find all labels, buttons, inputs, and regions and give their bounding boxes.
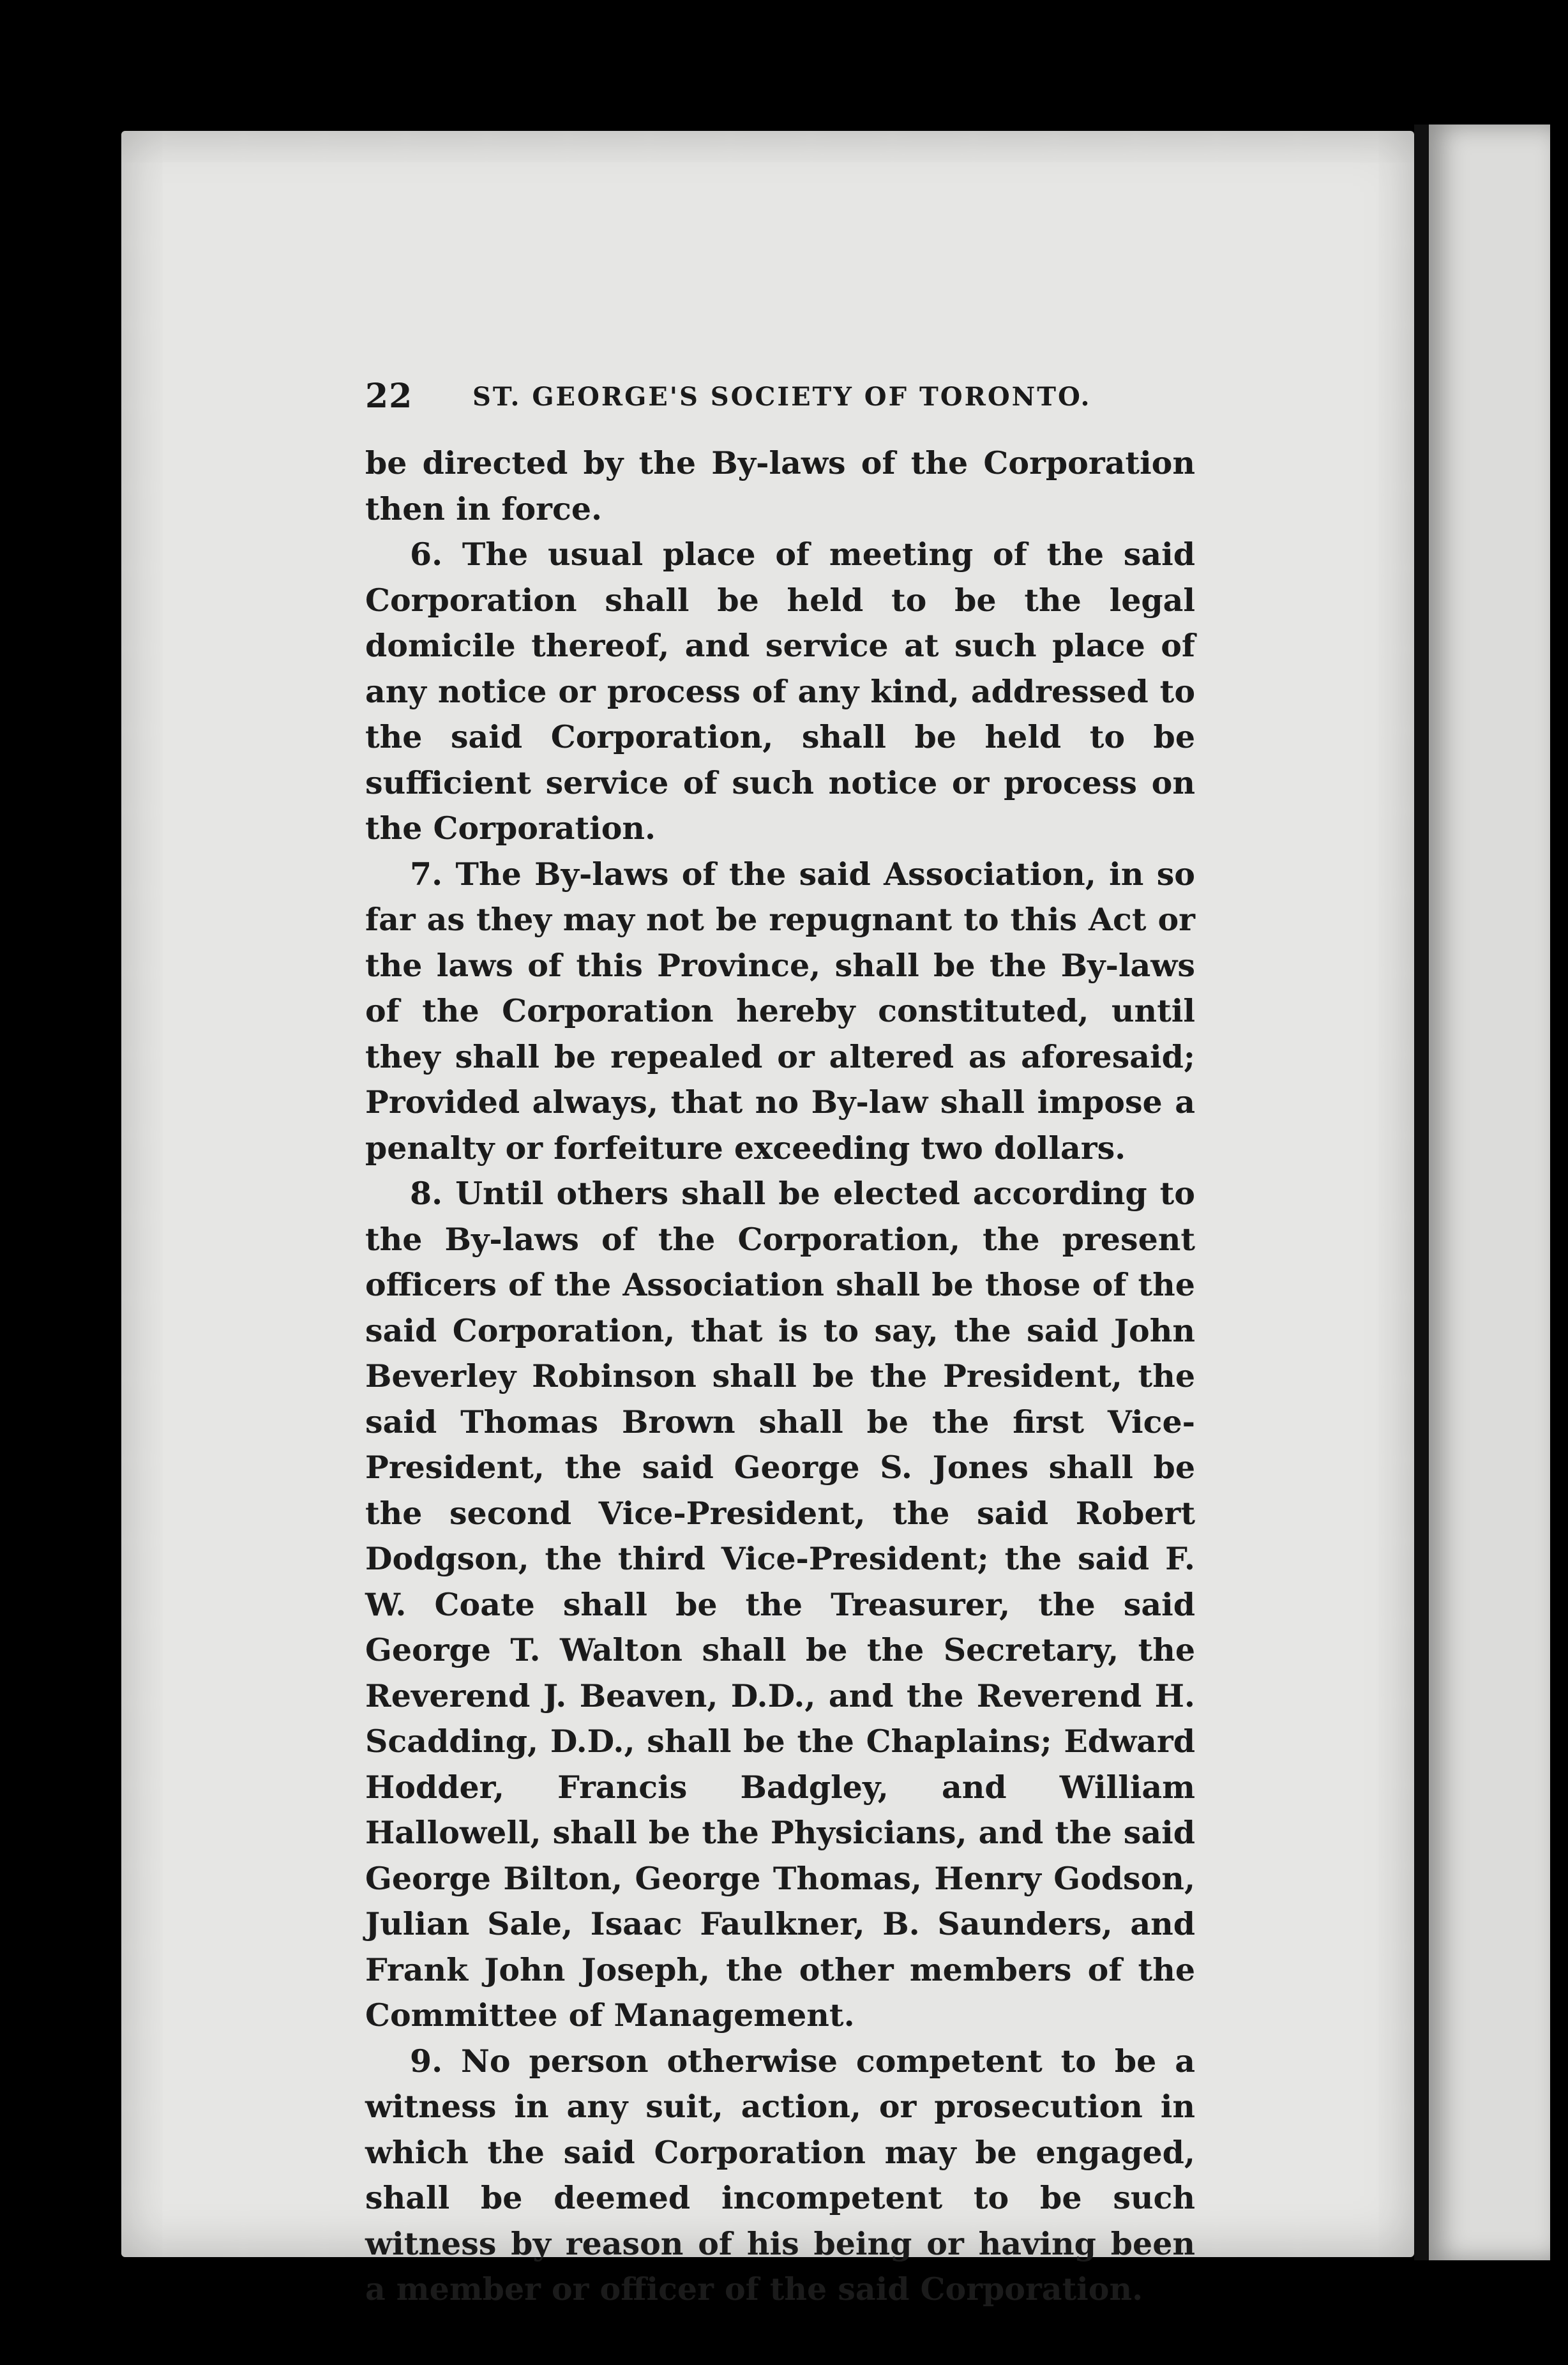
page-number: 22 — [365, 377, 413, 416]
facing-page-edge — [1429, 125, 1550, 2260]
running-head: ST. GEORGE'S SOCIETY OF TORONTO. — [472, 382, 1092, 412]
body-text — [365, 441, 1195, 2313]
paragraph-section-7: 7. The By-laws of the said Association, in so far as they may not be repugnant to this Act or the laws of this Province, shall be the By-laws of the Corporation hereby constituted, until they shall be repealed or altered as aforesaid; Provided always, that no By-law shall impose a penalty or forfeiture exceeding two dollars. — [365, 855, 1195, 1167]
paragraph-section-6: 6. The usual place of meeting of the said Corporation shall be held to be the legal domicile thereof, and service at such place of any notice or process of any kind, addressed to the said Corporation, shall be held to be sufficient service of such notice or process on the Corporation. — [365, 536, 1195, 847]
paragraph-section-9: 9. No person otherwise competent to be a witness in any suit, action, or prosecution in which the said Corporation may be engaged, shall be deemed incompetent to be such witness by reason of his being or having been a member or officer of the said Corporation. — [365, 2042, 1195, 2308]
paragraph-section-8: 8. Until others shall be elected according to the By-laws of the Corporation, the present officers of the Association shall be those of the said Corporation, that is to say, the said John Beverley Robinson shall be the President, the said Thomas Brown shall be the first Vice-President, the said George S. Jones shall be the second Vice-President, the said Robert Dodgson, the third Vice-President; the said F. W. Coate shall be the Treasurer, the said George T. Walton shall be the Secretary, the Reverend J. Beaven, D.D., and the Reverend H. Scadding, D.D., shall be the Chaplains; Edward Hodder, Francis Badgley, and William Hallowell, shall be the Physicians, and the said George Bilton, George Thomas, Henry Godson, Julian Sale, Isaac Faulkner, B. Saunders, and Frank John Joseph, the other members of the Committee of Management. — [365, 1175, 1195, 2034]
paragraph-continuation: be directed by the By-laws of the Corporation then in force. — [365, 444, 1195, 527]
page-header — [365, 377, 1195, 428]
page-gutter — [1414, 125, 1429, 2260]
